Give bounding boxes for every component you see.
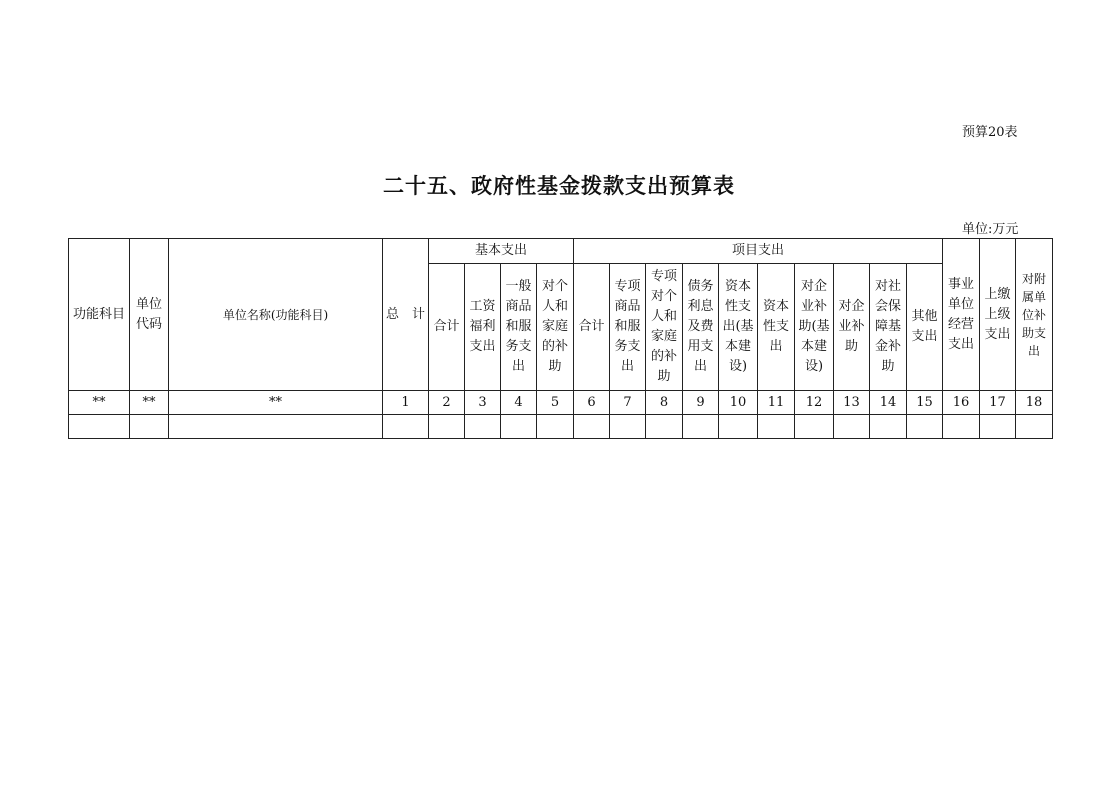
header-subsidiary-expense: 对附 属单 位补 助支 出 xyxy=(1016,239,1053,391)
header-project-col: 合计 xyxy=(574,264,610,391)
page-title: 二十五、政府性基金拨款支出预算表 xyxy=(383,174,735,198)
data-cell xyxy=(907,415,943,439)
data-cell xyxy=(646,415,683,439)
header-basic-col: 工资 福利 支出 xyxy=(465,264,501,391)
index-cell: 2 xyxy=(429,391,465,415)
index-row xyxy=(69,391,1053,415)
header-project-col: 债务 利息 及费 用支 出 xyxy=(683,264,719,391)
header-basic-col: 一般 商品 和服 务支 出 xyxy=(501,264,537,391)
data-cell xyxy=(610,415,646,439)
header-basic-expense: 基本支出 xyxy=(429,239,574,264)
budget-table xyxy=(68,238,1053,439)
header-business-expense: 事业 单位 经营 支出 xyxy=(943,239,980,391)
header-project-col: 专项 对个 人和 家庭 的补 助 xyxy=(646,264,683,391)
index-cell: 10 xyxy=(719,391,758,415)
data-cell xyxy=(429,415,465,439)
index-cell: 18 xyxy=(1016,391,1053,415)
data-cell xyxy=(870,415,907,439)
header-project-col: 其他 支出 xyxy=(907,264,943,391)
index-cell: 17 xyxy=(980,391,1016,415)
data-cell xyxy=(683,415,719,439)
data-cell xyxy=(69,415,130,439)
empty-data-row xyxy=(69,415,1053,439)
index-cell: 9 xyxy=(683,391,719,415)
index-cell: 3 xyxy=(465,391,501,415)
header-basic-col: 合计 xyxy=(429,264,465,391)
header-upper-expense: 上缴 上级 支出 xyxy=(980,239,1016,391)
header-project-col: 对企 业补 助(基 本建 设) xyxy=(795,264,834,391)
header-project-col: 专项 商品 和服 务支 出 xyxy=(610,264,646,391)
index-cell: 11 xyxy=(758,391,795,415)
header-func-subject: 功能科目 xyxy=(69,239,130,391)
header-unit-code: 单位 代码 xyxy=(130,239,169,391)
data-cell xyxy=(719,415,758,439)
index-cell: ** xyxy=(169,391,383,415)
index-cell: ** xyxy=(130,391,169,415)
header-unit-name: 单位名称(功能科目) xyxy=(169,239,383,391)
index-cell: 14 xyxy=(870,391,907,415)
header-project-col: 资本 性支 出 xyxy=(758,264,795,391)
header-project-col: 对企 业补 助 xyxy=(834,264,870,391)
index-cell: 1 xyxy=(383,391,429,415)
data-cell xyxy=(169,415,383,439)
data-cell xyxy=(537,415,574,439)
index-cell: 6 xyxy=(574,391,610,415)
data-cell xyxy=(465,415,501,439)
data-cell xyxy=(383,415,429,439)
data-cell xyxy=(1016,415,1053,439)
index-cell: 13 xyxy=(834,391,870,415)
data-cell xyxy=(130,415,169,439)
data-cell xyxy=(574,415,610,439)
data-cell xyxy=(834,415,870,439)
header-project-col: 对社 会保 障基 金补 助 xyxy=(870,264,907,391)
index-cell: 4 xyxy=(501,391,537,415)
index-cell: ** xyxy=(69,391,130,415)
data-cell xyxy=(758,415,795,439)
index-cell: 12 xyxy=(795,391,834,415)
form-number: 预算20表 xyxy=(962,125,1018,140)
header-project-col: 资本 性支 出(基 本建 设) xyxy=(719,264,758,391)
index-cell: 8 xyxy=(646,391,683,415)
data-cell xyxy=(943,415,980,439)
data-cell xyxy=(795,415,834,439)
index-cell: 16 xyxy=(943,391,980,415)
header-project-expense: 项目支出 xyxy=(574,239,943,264)
data-cell xyxy=(980,415,1016,439)
header-total: 总 计 xyxy=(383,239,429,391)
index-cell: 7 xyxy=(610,391,646,415)
index-cell: 15 xyxy=(907,391,943,415)
header-basic-col: 对个 人和 家庭 的补 助 xyxy=(537,264,574,391)
data-cell xyxy=(501,415,537,439)
unit-label: 单位:万元 xyxy=(962,222,1019,237)
index-cell: 5 xyxy=(537,391,574,415)
